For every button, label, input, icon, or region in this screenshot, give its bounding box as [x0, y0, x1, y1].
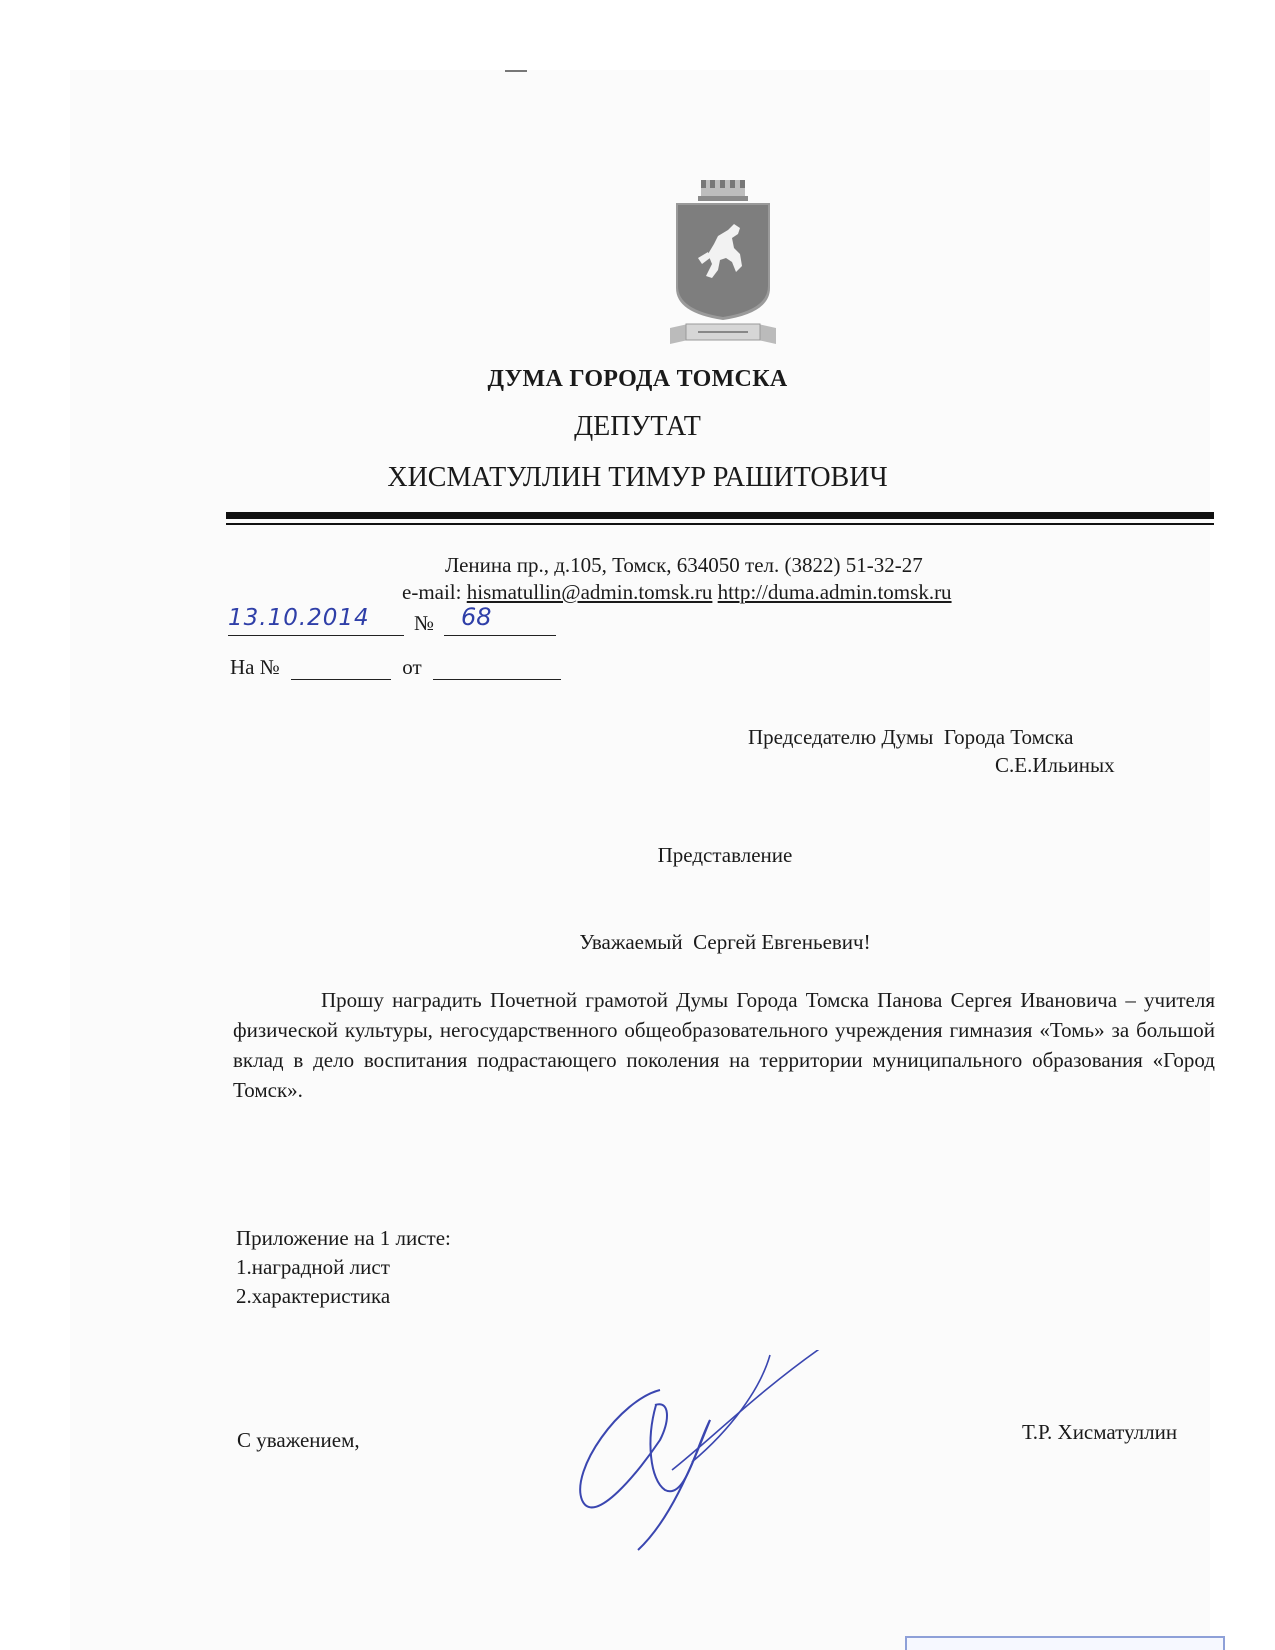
reference-row	[230, 655, 561, 680]
document-title: Представление	[657, 843, 793, 867]
email-label: e-mail:	[402, 580, 462, 604]
stamp-edge	[905, 1636, 1225, 1650]
header-rule-thin	[226, 523, 1214, 525]
greeting: Уважаемый Сергей Евгеньевич!	[579, 930, 871, 954]
tomsk-coat-of-arms-icon	[668, 178, 778, 353]
handwritten-signature	[560, 1350, 830, 1560]
addressee-name: С.Е.Ильиных	[995, 753, 1115, 777]
attachment-item: 2.характеристика	[236, 1284, 391, 1308]
number-underline	[444, 635, 556, 636]
reference-label: На №	[230, 655, 280, 679]
registration-row	[228, 605, 588, 635]
reference-from-label: от	[402, 655, 422, 679]
scan-mark	[505, 70, 527, 72]
attachment-item: 1.наградной лист	[236, 1255, 390, 1279]
body-text: Прошу наградить Почетной грамотой Думы Города Томска Панова Сергея Ивановича – учителя физической культуры, негосударственного общеобразовательного учреждения гимназия «Томь» за большой вклад в дело воспитания подрастающего поколения на территории муниципального образования «Город Томск».	[233, 988, 1215, 1102]
body-paragraph	[233, 985, 1215, 1105]
handwritten-number: 68	[461, 603, 492, 631]
contact-email-line	[402, 580, 952, 605]
organization-title: ДУМА ГОРОДА ТОМСКА	[487, 366, 788, 392]
reference-number-blank	[291, 659, 391, 680]
number-label: №	[414, 611, 435, 635]
attachments-heading: Приложение на 1 листе:	[236, 1226, 451, 1250]
date-underline	[228, 635, 404, 636]
attachments-block	[236, 1224, 451, 1311]
signer-name: Т.Р. Хисматуллин	[1022, 1420, 1178, 1444]
position-title: ДЕПУТАТ	[574, 411, 701, 442]
website-link[interactable]: http://duma.admin.tomsk.ru	[717, 580, 952, 604]
addressee-position: Председателю Думы Города Томска	[748, 725, 1074, 749]
deputy-name: ХИСМАТУЛЛИН ТИМУР РАШИТОВИЧ	[387, 462, 888, 493]
reference-date-blank	[433, 659, 561, 680]
contact-address: Ленина пр., д.105, Томск, 634050 тел. (3822) 51-32-27	[445, 553, 923, 577]
email-link[interactable]: hismatullin@admin.tomsk.ru	[466, 580, 713, 604]
closing-regards: С уважением,	[237, 1428, 360, 1452]
header-rule-thick	[226, 512, 1214, 519]
handwritten-date: 13.10.2014	[228, 605, 370, 631]
